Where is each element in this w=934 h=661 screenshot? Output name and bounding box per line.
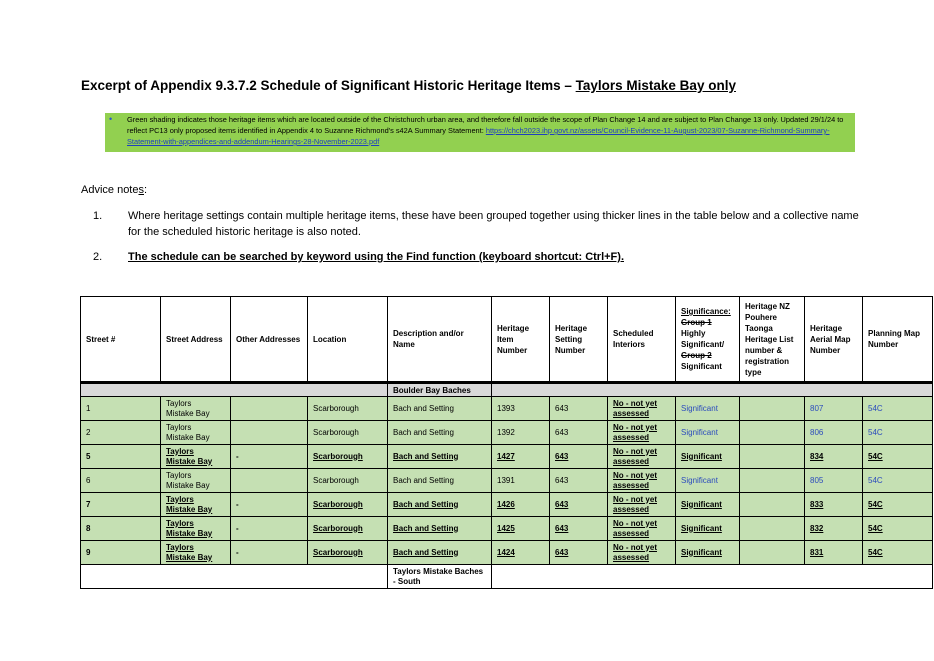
cell-other-address xyxy=(231,397,308,421)
cell-planning-map: 54C xyxy=(863,493,933,517)
cell-street-no: 6 xyxy=(81,469,161,493)
header-description: Description and/or Name xyxy=(388,297,492,383)
cell-location: Scarborough xyxy=(308,469,388,493)
table-header-row xyxy=(81,297,933,383)
cell-significance: Significant xyxy=(676,469,740,493)
document-title-underlined: Taylors Mistake Bay only xyxy=(575,78,736,93)
evidence-link[interactable]: https://chch2023.ihp.govt.nz/assets/Council-Evidence-11-August-2023/07-Suzanne-Richmond-Summary-Statement-with-appendices-and-addendum-Hearings-28-November-2023.pdf xyxy=(127,126,830,146)
cell-description: Bach and Setting xyxy=(388,541,492,565)
cell-item-number: 1424 xyxy=(492,541,550,565)
cell-street-no: 7 xyxy=(81,493,161,517)
cell-setting-number: 643 xyxy=(550,517,608,541)
cell-street-no: 9 xyxy=(81,541,161,565)
document-title: Excerpt of Appendix 9.3.7.2 Schedule of Significant Historic Heritage Items – Taylors Mistake Bay only xyxy=(81,78,736,93)
table-row xyxy=(81,493,933,517)
cell-interiors: No - not yet assessed xyxy=(608,493,676,517)
cell-other-address: - xyxy=(231,445,308,469)
green-shading-note xyxy=(105,113,855,152)
cell-street-address: Taylors Mistake Bay xyxy=(161,493,231,517)
cell-street-address: Taylors Mistake Bay xyxy=(161,421,231,445)
cell-street-no: 5 xyxy=(81,445,161,469)
table-row xyxy=(81,421,933,445)
header-planning-map: Planning Map Number xyxy=(863,297,933,383)
cell-interiors: No - not yet assessed xyxy=(608,397,676,421)
cell-location: Scarborough xyxy=(308,445,388,469)
header-item-number: Heritage Item Number xyxy=(492,297,550,383)
group-heading: Boulder Bay Baches xyxy=(388,383,492,397)
header-setting-number: Heritage Setting Number xyxy=(550,297,608,383)
cell-hnz xyxy=(740,493,805,517)
table-row xyxy=(81,445,933,469)
table-row xyxy=(81,469,933,493)
cell-item-number: 1425 xyxy=(492,517,550,541)
cell-interiors: No - not yet assessed xyxy=(608,445,676,469)
cell-location: Scarborough xyxy=(308,397,388,421)
cell-location: Scarborough xyxy=(308,541,388,565)
cell-item-number: 1391 xyxy=(492,469,550,493)
cell-setting-number: 643 xyxy=(550,469,608,493)
cell-significance: Significant xyxy=(676,445,740,469)
heritage-schedule-table xyxy=(80,296,933,589)
cell-significance: Significant xyxy=(676,541,740,565)
final-group-heading: Taylors Mistake Baches - South xyxy=(388,565,492,589)
cell-other-address: - xyxy=(231,493,308,517)
cell-significance: Significant xyxy=(676,517,740,541)
cell-street-no: 2 xyxy=(81,421,161,445)
header-hnz-list: Heritage NZ Pouhere Taonga Heritage List number & registration type xyxy=(740,297,805,383)
cell-description: Bach and Setting xyxy=(388,469,492,493)
cell-description: Bach and Setting xyxy=(388,397,492,421)
cell-hnz xyxy=(740,397,805,421)
cell-street-address: Taylors Mistake Bay xyxy=(161,469,231,493)
cell-item-number: 1427 xyxy=(492,445,550,469)
cell-street-address: Taylors Mistake Bay xyxy=(161,397,231,421)
cell-aerial-map: 805 xyxy=(805,469,863,493)
table-body xyxy=(81,383,933,589)
header-significance: Significance: Group 1 Highly Significant/ Group 2 Significant xyxy=(676,297,740,383)
cell-item-number: 1392 xyxy=(492,421,550,445)
cell-interiors: No - not yet assessed xyxy=(608,517,676,541)
cell-other-address xyxy=(231,469,308,493)
cell-setting-number: 643 xyxy=(550,445,608,469)
cell-setting-number: 643 xyxy=(550,541,608,565)
cell-street-address: Taylors Mistake Bay xyxy=(161,541,231,565)
cell-aerial-map: 831 xyxy=(805,541,863,565)
cell-aerial-map: 806 xyxy=(805,421,863,445)
cell-planning-map: 54C xyxy=(863,421,933,445)
cell-hnz xyxy=(740,541,805,565)
header-aerial-map: Heritage Aerial Map Number xyxy=(805,297,863,383)
cell-aerial-map: 834 xyxy=(805,445,863,469)
header-street-address: Street Address xyxy=(161,297,231,383)
header-location: Location xyxy=(308,297,388,383)
cell-hnz xyxy=(740,469,805,493)
cell-hnz xyxy=(740,421,805,445)
header-street-no: Street # xyxy=(81,297,161,383)
cell-significance: Significant xyxy=(676,493,740,517)
cell-location: Scarborough xyxy=(308,517,388,541)
cell-street-no: 1 xyxy=(81,397,161,421)
cell-planning-map: 54C xyxy=(863,517,933,541)
cell-setting-number: 643 xyxy=(550,493,608,517)
cell-setting-number: 643 xyxy=(550,421,608,445)
table-row xyxy=(81,517,933,541)
cell-planning-map: 54C xyxy=(863,541,933,565)
cell-planning-map: 54C xyxy=(863,469,933,493)
table-row xyxy=(81,541,933,565)
cell-significance: Significant xyxy=(676,421,740,445)
cell-setting-number: 643 xyxy=(550,397,608,421)
cell-interiors: No - not yet assessed xyxy=(608,421,676,445)
cell-description: Bach and Setting xyxy=(388,445,492,469)
cell-planning-map: 54C xyxy=(863,445,933,469)
cell-interiors: No - not yet assessed xyxy=(608,469,676,493)
group-heading-row xyxy=(81,383,933,397)
cell-description: Bach and Setting xyxy=(388,493,492,517)
cell-interiors: No - not yet assessed xyxy=(608,541,676,565)
cell-hnz xyxy=(740,517,805,541)
cell-item-number: 1426 xyxy=(492,493,550,517)
cell-other-address: - xyxy=(231,541,308,565)
cell-street-address: Taylors Mistake Bay xyxy=(161,517,231,541)
table-row xyxy=(81,397,933,421)
cell-description: Bach and Setting xyxy=(388,421,492,445)
cell-street-address: Taylors Mistake Bay xyxy=(161,445,231,469)
cell-hnz xyxy=(740,445,805,469)
cell-item-number: 1393 xyxy=(492,397,550,421)
cell-other-address xyxy=(231,421,308,445)
cell-other-address: - xyxy=(231,517,308,541)
cell-aerial-map: 807 xyxy=(805,397,863,421)
cell-street-no: 8 xyxy=(81,517,161,541)
cell-aerial-map: 832 xyxy=(805,517,863,541)
cell-description: Bach and Setting xyxy=(388,517,492,541)
cell-location: Scarborough xyxy=(308,421,388,445)
bullet-icon: • xyxy=(109,114,113,124)
cell-aerial-map: 833 xyxy=(805,493,863,517)
final-group-row xyxy=(81,565,933,589)
header-other-addresses: Other Addresses xyxy=(231,297,308,383)
cell-planning-map: 54C xyxy=(863,397,933,421)
cell-location: Scarborough xyxy=(308,493,388,517)
header-interiors: Scheduled Interiors xyxy=(608,297,676,383)
advice-notes-heading: Advice notes: xyxy=(81,184,148,196)
note-text: Green shading indicates those heritage items which are located outside of the Christchurch urban area, and therefore fall outside the scope of Plan Change 14 and are subject to Plan Change 13 only. Updated 29/1/24 to reflect PC13 only proposed items identified in Appendix 4 to Suzanne Richmond's s42A Summary Statement: xyxy=(127,115,844,135)
cell-significance: Significant xyxy=(676,397,740,421)
